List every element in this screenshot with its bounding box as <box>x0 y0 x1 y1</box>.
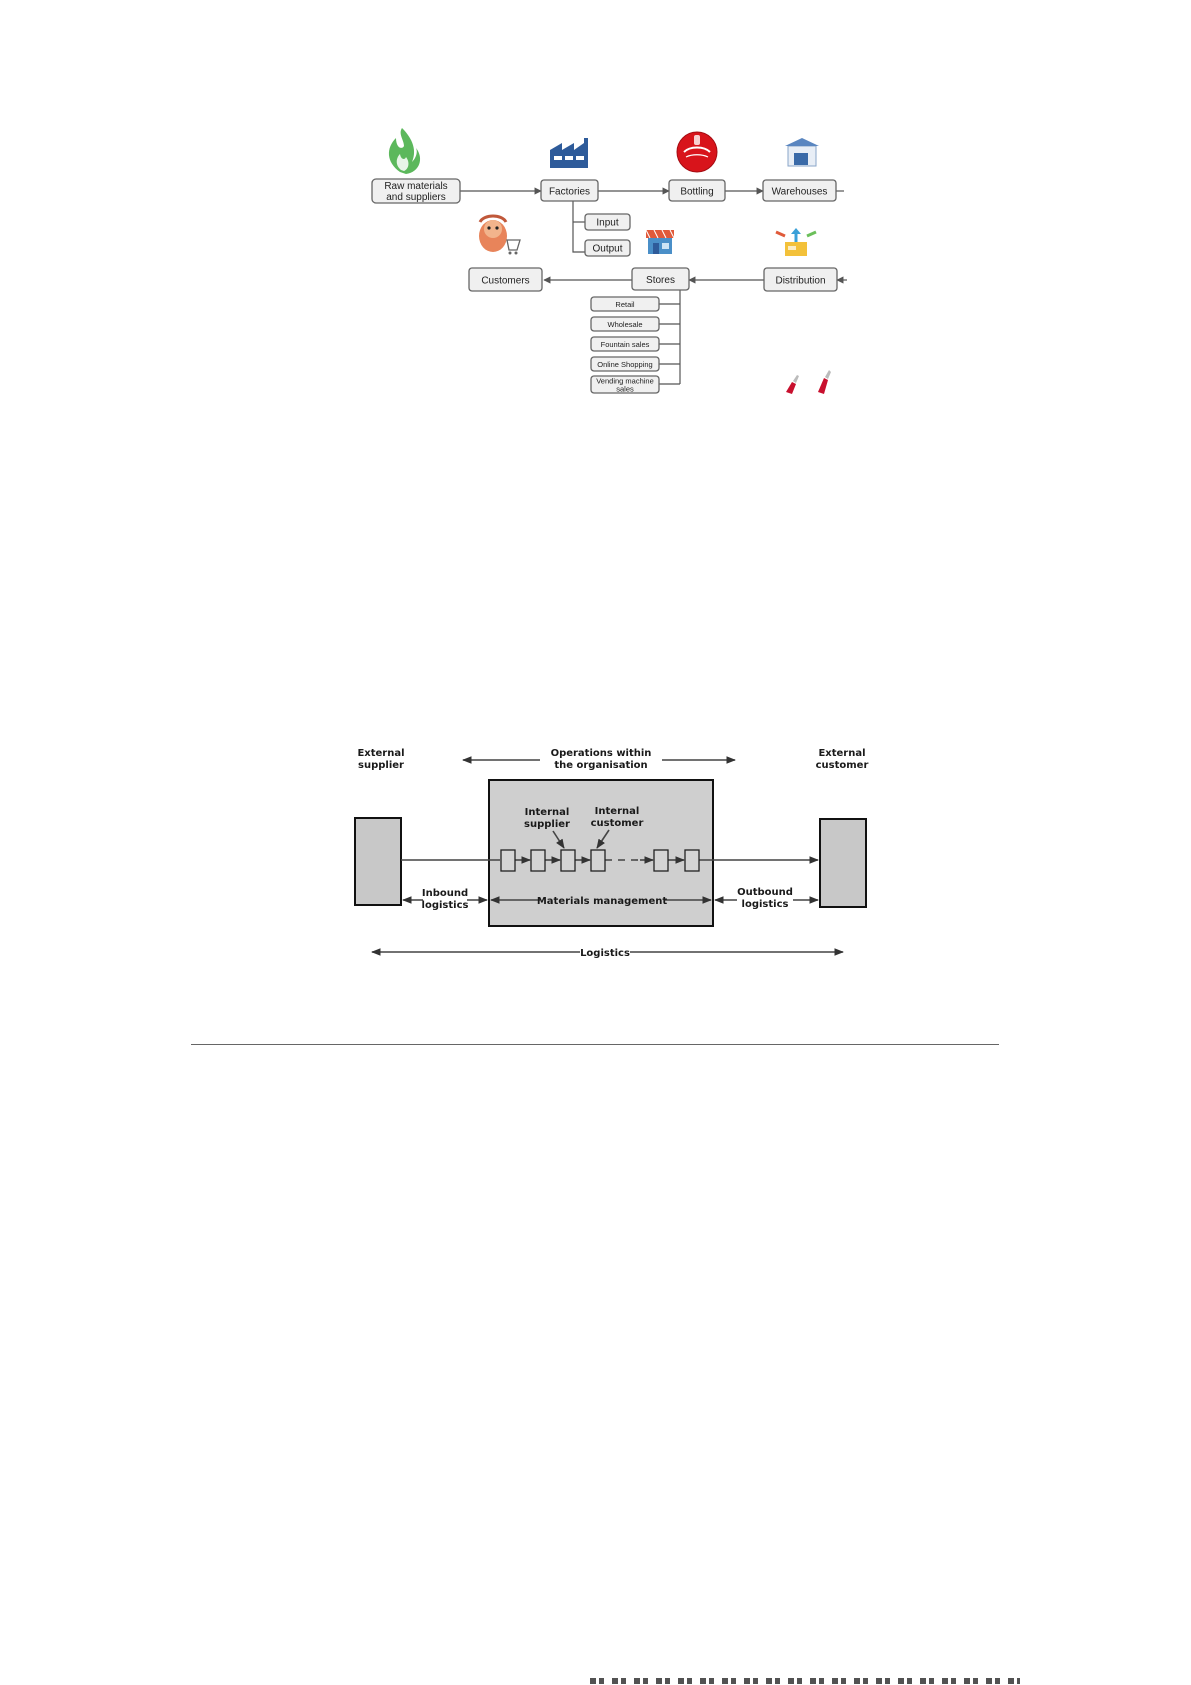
supply-chain-diagram <box>372 128 847 394</box>
node-stores-label: Stores <box>646 275 675 286</box>
node-customers <box>469 268 542 291</box>
store-type-vending-line2: sales <box>616 384 634 394</box>
external-supplier-box <box>355 818 401 905</box>
node-bottling <box>669 180 725 201</box>
page-divider <box>191 1044 999 1045</box>
store-type-fountain <box>591 337 659 351</box>
node-input <box>585 214 630 230</box>
operation-step-1 <box>501 850 515 871</box>
node-raw-line2: and suppliers <box>386 192 446 203</box>
factory-icon <box>550 138 588 168</box>
node-distribution <box>764 268 837 291</box>
logistics-diagram <box>355 748 868 959</box>
node-raw-line1: Raw materials <box>384 181 448 192</box>
store-type-retail <box>591 297 659 311</box>
node-warehouses <box>763 180 836 201</box>
external-supplier-line2: supplier <box>358 760 404 771</box>
node-output-label: Output <box>592 243 623 255</box>
materials-management-label: Materials management <box>536 896 668 907</box>
store-type-vending-line1: Vending machine <box>596 376 654 386</box>
outbound-line1: Outbound <box>737 887 793 898</box>
external-customer-line1: External <box>818 748 866 759</box>
internal-supplier-line1: Internal <box>524 807 570 818</box>
node-factories <box>541 180 598 201</box>
store-type-retail-label: Retail <box>615 300 635 309</box>
node-bottling-label: Bottling <box>680 186 714 198</box>
internal-customer-line1: Internal <box>594 806 640 817</box>
warehouse-icon <box>785 138 819 166</box>
distribution-boxes-icon <box>776 228 816 256</box>
logistics-label: Logistics <box>580 948 630 959</box>
coca-cola-logo-icon <box>677 132 717 172</box>
store-icon <box>646 230 674 254</box>
node-input-label: Input <box>596 217 619 229</box>
operation-step-6 <box>685 850 699 871</box>
node-distribution-label: Distribution <box>775 275 826 287</box>
operation-step-3 <box>561 850 575 871</box>
node-customers-label: Customers <box>481 275 530 287</box>
operations-line2: the organisation <box>554 760 648 771</box>
store-type-online-label: Online Shopping <box>597 360 653 369</box>
operation-step-4 <box>591 850 605 871</box>
node-raw-materials <box>372 179 460 203</box>
operation-step-2 <box>531 850 545 871</box>
internal-customer-line2: customer <box>590 818 644 829</box>
bottles-icon <box>786 370 831 394</box>
node-output <box>585 240 630 256</box>
store-type-vending <box>591 376 659 394</box>
footer-text-fragment <box>590 1678 1020 1684</box>
operation-step-5 <box>654 850 668 871</box>
connector-factories-output <box>573 201 585 252</box>
node-warehouses-label: Warehouses <box>771 186 828 198</box>
outbound-line2: logistics <box>741 899 789 910</box>
shopping-character-icon <box>479 216 520 255</box>
store-type-fountain-label: Fountain sales <box>600 340 650 349</box>
node-stores <box>632 268 689 290</box>
store-type-wholesale-label: Wholesale <box>607 320 643 329</box>
store-type-online <box>591 357 659 371</box>
store-type-wholesale <box>591 317 659 331</box>
external-supplier-line1: External <box>357 748 405 759</box>
flame-icon <box>389 128 420 174</box>
external-customer-line2: customer <box>815 760 869 771</box>
node-factories-label: Factories <box>548 186 591 198</box>
inbound-line2: logistics <box>421 900 469 911</box>
operations-line1: Operations within <box>550 748 652 759</box>
internal-supplier-line2: supplier <box>524 819 570 830</box>
external-customer-box <box>820 819 866 907</box>
inbound-line1: Inbound <box>421 888 469 899</box>
